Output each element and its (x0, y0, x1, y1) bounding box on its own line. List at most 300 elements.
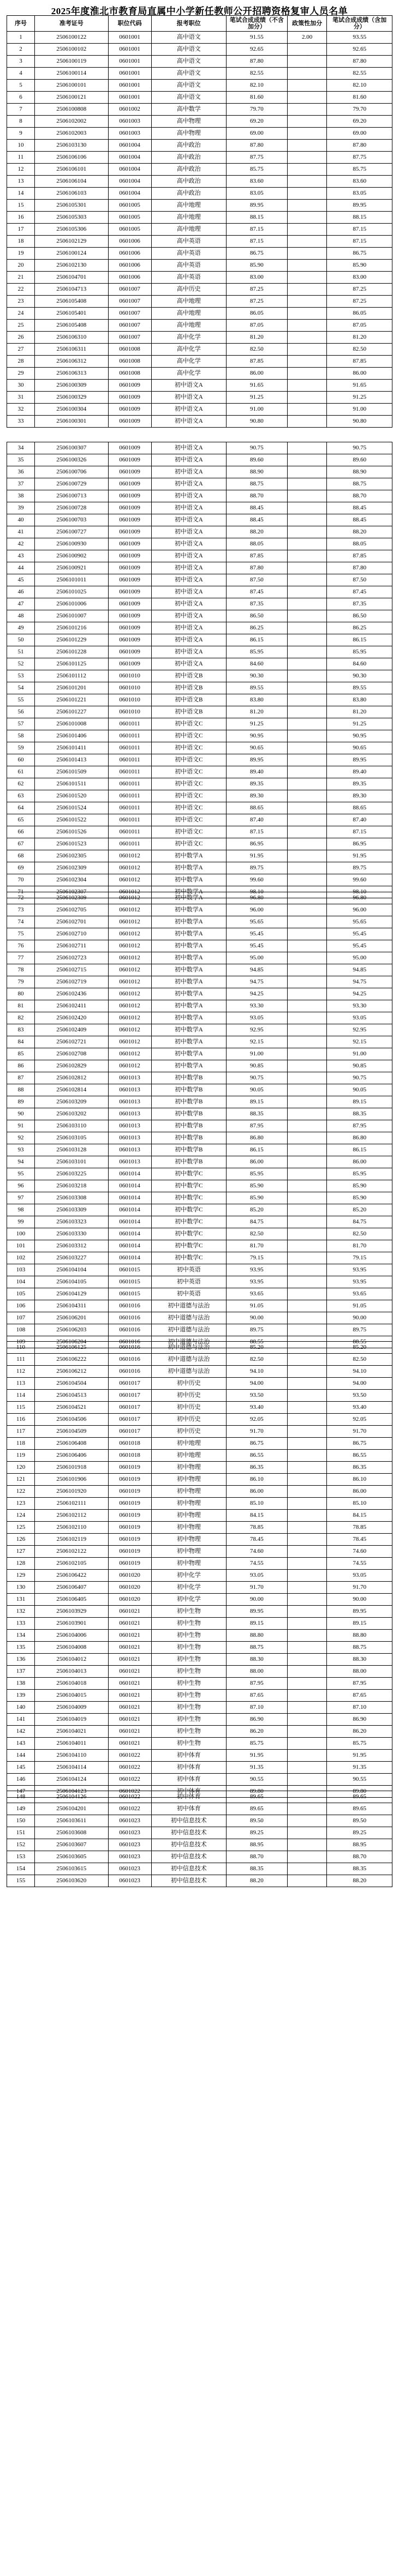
table-row (7, 1815, 392, 1827)
table-cell (287, 1534, 327, 1546)
table-cell: 2506106310 (34, 332, 108, 344)
table-cell: 89.95 (327, 1606, 392, 1618)
table-cell: 88.00 (327, 1666, 392, 1678)
table-cell: 128 (7, 1558, 35, 1570)
table-cell (287, 1240, 327, 1252)
table-cell: 85.75 (327, 1738, 392, 1750)
table-cell: 91.70 (327, 1426, 392, 1438)
table-row (7, 320, 392, 332)
table-cell: 初中数学B (151, 1156, 226, 1168)
table-cell: 22 (7, 284, 35, 296)
table-cell: 2506100703 (34, 514, 108, 526)
table-cell: 0601022 (108, 1774, 151, 1786)
candidate-table (7, 1341, 392, 1798)
table-cell: 79.70 (327, 104, 392, 116)
table-cell: 110 (7, 1342, 35, 1354)
table-cell (287, 802, 327, 814)
table-row (7, 1462, 392, 1474)
table-cell: 93.40 (226, 1402, 287, 1414)
table-cell: 88.20 (327, 526, 392, 538)
table-cell: 37 (7, 478, 35, 490)
table-row (7, 392, 392, 404)
table-cell: 2506100902 (34, 550, 108, 562)
table-row (7, 1000, 392, 1012)
table-cell (287, 1666, 327, 1678)
table-cell: 87.15 (327, 236, 392, 248)
table-cell: 98.10 (226, 886, 287, 898)
table-cell: 0601010 (108, 670, 151, 682)
table-cell: 64 (7, 802, 35, 814)
table-cell: 0601022 (108, 1803, 151, 1815)
table-cell: 2506101524 (34, 802, 108, 814)
table-cell: 89 (7, 1096, 35, 1108)
table-cell: 88.75 (226, 1642, 287, 1654)
table-row (7, 646, 392, 658)
table-cell: 88.95 (226, 1839, 287, 1851)
table-cell: 高中英语 (151, 272, 226, 284)
table-cell: 初中生物 (151, 1738, 226, 1750)
table-cell: 0601017 (108, 1390, 151, 1402)
table-cell: 85.20 (226, 1204, 287, 1216)
table-cell: 0601013 (108, 1096, 151, 1108)
table-cell: 初中化学 (151, 1582, 226, 1594)
table-cell: 0601017 (108, 1402, 151, 1414)
table-cell: 0601006 (108, 248, 151, 260)
table-cell: 96.00 (226, 904, 287, 916)
table-cell: 0601012 (108, 1012, 151, 1024)
table-cell: 84.15 (226, 1510, 287, 1522)
table-cell: 25 (7, 320, 35, 332)
table-cell: 33 (7, 416, 35, 428)
table-cell: 2506102814 (34, 1084, 108, 1096)
sheet-5 (7, 1791, 392, 1887)
table-cell: 0601012 (108, 952, 151, 964)
table-cell: 初中生物 (151, 1714, 226, 1726)
table-cell: 2506103227 (34, 1252, 108, 1264)
table-cell: 114 (7, 1390, 35, 1402)
table-cell (287, 1546, 327, 1558)
table-cell: 92.05 (327, 1414, 392, 1426)
table-cell: 87.35 (327, 598, 392, 610)
table-cell: 2506105301 (34, 200, 108, 212)
table-cell: 87.10 (226, 1702, 287, 1714)
table-cell (287, 392, 327, 404)
column-header: 报考职位 (151, 16, 226, 32)
table-cell: 0601023 (108, 1875, 151, 1887)
table-cell: 0601009 (108, 586, 151, 598)
table-cell: 154 (7, 1863, 35, 1875)
table-cell: 89.30 (327, 790, 392, 802)
table-cell: 13 (7, 176, 35, 188)
table-cell: 0601007 (108, 332, 151, 344)
table-cell: 91.25 (327, 392, 392, 404)
table-cell: 2506104123 (34, 1786, 108, 1798)
table-cell: 0601012 (108, 976, 151, 988)
table-cell: 149 (7, 1803, 35, 1815)
table-cell: 94.75 (226, 976, 287, 988)
table-cell: 2506104311 (34, 1300, 108, 1312)
table-cell: 86.00 (327, 368, 392, 380)
table-row (7, 1144, 392, 1156)
table-cell (287, 1012, 327, 1024)
table-cell: 125 (7, 1522, 35, 1534)
table-cell: 0601012 (108, 886, 151, 898)
table-cell: 2506100121 (34, 92, 108, 104)
table-cell: 0601021 (108, 1630, 151, 1642)
table-cell (287, 1678, 327, 1690)
table-cell: 2506104521 (34, 1402, 108, 1414)
table-cell: 86.00 (226, 1156, 287, 1168)
table-cell: 86.25 (226, 622, 287, 634)
table-cell (287, 826, 327, 838)
table-row (7, 1156, 392, 1168)
table-cell: 94.25 (327, 988, 392, 1000)
table-cell: 0601021 (108, 1642, 151, 1654)
table-cell: 初中数学A (151, 886, 226, 898)
table-cell: 101 (7, 1240, 35, 1252)
table-cell: 67 (7, 838, 35, 850)
table-row (7, 670, 392, 682)
table-cell: 83.05 (226, 188, 287, 200)
table-cell: 86.90 (327, 1714, 392, 1726)
table-cell (287, 1084, 327, 1096)
table-cell: 初中语文A (151, 490, 226, 502)
table-cell: 88.80 (226, 1630, 287, 1642)
table-cell: 2506102829 (34, 1060, 108, 1072)
table-cell (287, 1096, 327, 1108)
table-cell: 50 (7, 634, 35, 646)
table-cell: 89.15 (226, 1096, 287, 1108)
table-cell: 0601001 (108, 56, 151, 68)
table-cell (287, 538, 327, 550)
table-cell: 34 (7, 442, 35, 454)
table-row (7, 1791, 392, 1803)
table-row (7, 1762, 392, 1774)
table-cell: 89.65 (327, 1791, 392, 1803)
table-cell: 2506106405 (34, 1594, 108, 1606)
table-cell: 0601009 (108, 514, 151, 526)
table-cell: 88.35 (226, 1863, 287, 1875)
table-cell: 2506102705 (34, 904, 108, 916)
table-cell: 初中数学A (151, 928, 226, 940)
table-row (7, 140, 392, 152)
table-cell: 2506102003 (34, 128, 108, 140)
table-cell (287, 1750, 327, 1762)
table-cell (287, 976, 327, 988)
table-row (7, 730, 392, 742)
table-row (7, 1084, 392, 1096)
table-cell: 90.80 (327, 416, 392, 428)
table-cell: 86.35 (226, 1462, 287, 1474)
table-cell: 77 (7, 952, 35, 964)
table-cell: 0601014 (108, 1228, 151, 1240)
table-row (7, 754, 392, 766)
table-row (7, 284, 392, 296)
table-cell: 0601009 (108, 526, 151, 538)
table-cell: 2506104506 (34, 1414, 108, 1426)
table-cell: 2506106104 (34, 176, 108, 188)
table-cell (287, 1144, 327, 1156)
table-row (7, 68, 392, 80)
table-cell: 初中生物 (151, 1726, 226, 1738)
table-cell: 2506102812 (34, 1072, 108, 1084)
table-cell: 89.30 (226, 790, 287, 802)
table-cell: 0601014 (108, 1168, 151, 1180)
table-row (7, 1558, 392, 1570)
table-cell: 82.50 (226, 1228, 287, 1240)
table-cell: 92.05 (226, 1414, 287, 1426)
table-row (7, 1390, 392, 1402)
table-cell: 74.55 (327, 1558, 392, 1570)
table-cell: 初中数学C (151, 1192, 226, 1204)
table-cell: 74.60 (226, 1546, 287, 1558)
table-row (7, 212, 392, 224)
table-cell: 0601016 (108, 1336, 151, 1348)
table-cell: 2506101229 (34, 634, 108, 646)
table-cell: 2506105408 (34, 296, 108, 308)
table-cell: 88.95 (327, 1839, 392, 1851)
table-cell: 85.90 (226, 1192, 287, 1204)
table-cell: 60 (7, 754, 35, 766)
table-cell: 86.15 (327, 634, 392, 646)
table-cell: 初中道德与法治 (151, 1336, 226, 1348)
table-cell (287, 850, 327, 862)
table-cell: 初中数学C (151, 1216, 226, 1228)
table-cell: 2506104513 (34, 1390, 108, 1402)
table-cell (287, 368, 327, 380)
table-cell: 初中语文A (151, 574, 226, 586)
table-cell (287, 1851, 327, 1863)
table-row (7, 1678, 392, 1690)
table-cell: 2506104509 (34, 1426, 108, 1438)
table-cell: 初中数学A (151, 1000, 226, 1012)
table-cell: 59 (7, 742, 35, 754)
table-cell: 41 (7, 526, 35, 538)
table-row (7, 1300, 392, 1312)
table-cell: 初中信息技术 (151, 1851, 226, 1863)
table-cell: 初中数学B (151, 1072, 226, 1084)
table-cell (287, 104, 327, 116)
table-cell: 78.85 (327, 1522, 392, 1534)
table-cell: 2506104006 (34, 1630, 108, 1642)
table-cell (287, 1324, 327, 1336)
table-cell (287, 308, 327, 320)
table-cell: 14 (7, 188, 35, 200)
table-cell: 0601022 (108, 1750, 151, 1762)
table-cell: 86.20 (327, 1726, 392, 1738)
table-cell: 初中体育 (151, 1762, 226, 1774)
table-cell (287, 988, 327, 1000)
table-cell: 81.60 (327, 92, 392, 104)
table-cell: 17 (7, 224, 35, 236)
table-cell: 0601014 (108, 1204, 151, 1216)
table-cell: 初中语文A (151, 404, 226, 416)
table-cell: 94 (7, 1156, 35, 1168)
table-cell: 0601012 (108, 928, 151, 940)
table-row (7, 1366, 392, 1378)
table-cell: 52 (7, 658, 35, 670)
sheet-4 (7, 1341, 392, 1798)
table-cell: 57 (7, 718, 35, 730)
table-cell: 90.00 (226, 1312, 287, 1324)
page-title: 2025年度淮北市教育局直属中小学新任教师公开招聘资格复审人员名单 (51, 6, 348, 16)
table-cell: 初中数学C (151, 1228, 226, 1240)
table-cell: 0601001 (108, 44, 151, 56)
table-cell: 88.35 (327, 1108, 392, 1120)
table-cell (287, 1690, 327, 1702)
table-cell: 0601012 (108, 916, 151, 928)
table-cell: 2506105401 (34, 308, 108, 320)
table-cell: 90.65 (226, 742, 287, 754)
table-cell: 2 (7, 44, 35, 56)
table-cell: 初中语文B (151, 706, 226, 718)
table-cell: 87.45 (226, 586, 287, 598)
table-cell: 90.30 (226, 670, 287, 682)
table-cell: 46 (7, 586, 35, 598)
table-cell: 90.00 (327, 1312, 392, 1324)
table-cell: 初中数学C (151, 1240, 226, 1252)
table-cell: 2506103218 (34, 1180, 108, 1192)
table-cell: 高中政治 (151, 140, 226, 152)
table-cell: 84.60 (226, 658, 287, 670)
table-cell: 90.05 (226, 1084, 287, 1096)
table-cell: 86.05 (226, 308, 287, 320)
table-row (7, 790, 392, 802)
table-cell: 91.25 (226, 718, 287, 730)
table-cell: 0601016 (108, 1312, 151, 1324)
table-cell: 初中数学A (151, 1060, 226, 1072)
table-row (7, 634, 392, 646)
table-cell: 2506103110 (34, 1120, 108, 1132)
table-cell: 16 (7, 212, 35, 224)
table-cell: 高中政治 (151, 152, 226, 164)
table-cell (287, 586, 327, 598)
table-row (7, 80, 392, 92)
table-row (7, 1618, 392, 1630)
table-cell: 87.75 (327, 152, 392, 164)
table-cell: 90.95 (226, 730, 287, 742)
table-cell: 2506102309 (34, 862, 108, 874)
table-cell: 初中生物 (151, 1606, 226, 1618)
table-cell: 2506102129 (34, 236, 108, 248)
table-row (7, 1048, 392, 1060)
table-cell: 0601010 (108, 682, 151, 694)
table-cell: 2506103607 (34, 1839, 108, 1851)
table-row (7, 928, 392, 940)
table-cell: 2506104019 (34, 1714, 108, 1726)
table-cell: 0601012 (108, 988, 151, 1000)
table-cell: 87.75 (226, 152, 287, 164)
table-cell: 87.45 (327, 586, 392, 598)
table-cell: 84.75 (226, 1216, 287, 1228)
table-cell (287, 1642, 327, 1654)
table-cell: 初中语文A (151, 586, 226, 598)
table-cell: 84.15 (327, 1510, 392, 1522)
table-cell: 2506102304 (34, 874, 108, 886)
table-row (7, 1546, 392, 1558)
table-cell: 0601008 (108, 368, 151, 380)
table-row (7, 1630, 392, 1642)
table-cell: 87.80 (226, 56, 287, 68)
table-cell: 92.15 (226, 1036, 287, 1048)
table-cell: 12 (7, 164, 35, 176)
table-cell: 0601001 (108, 92, 151, 104)
table-cell: 2506101201 (34, 682, 108, 694)
table-cell: 0601011 (108, 754, 151, 766)
table-cell (287, 188, 327, 200)
table-cell: 2506102721 (34, 1036, 108, 1048)
table-cell (287, 940, 327, 952)
table-cell: 0601011 (108, 838, 151, 850)
table-cell: 高中语文 (151, 80, 226, 92)
table-cell: 2506100304 (34, 404, 108, 416)
table-row (7, 56, 392, 68)
table-cell: 初中数学C (151, 1168, 226, 1180)
table-row (7, 1594, 392, 1606)
table-cell: 95.45 (327, 940, 392, 952)
table-cell (287, 212, 327, 224)
table-cell: 0601022 (108, 1762, 151, 1774)
table-cell (287, 916, 327, 928)
table-cell: 78 (7, 964, 35, 976)
table-cell: 0601017 (108, 1414, 151, 1426)
table-cell: 0601013 (108, 1072, 151, 1084)
table-cell: 86.00 (327, 1486, 392, 1498)
table-cell: 85.90 (226, 1180, 287, 1192)
table-cell: 89.75 (327, 862, 392, 874)
table-cell: 84.60 (327, 658, 392, 670)
table-cell: 88.20 (327, 1875, 392, 1887)
table-cell: 93.05 (226, 1570, 287, 1582)
table-cell: 0601001 (108, 32, 151, 44)
table-cell: 0601023 (108, 1863, 151, 1875)
table-cell: 85.90 (226, 260, 287, 272)
table-cell (287, 80, 327, 92)
table-cell: 2506101011 (34, 574, 108, 586)
table-cell: 90.55 (327, 1774, 392, 1786)
table-cell: 初中语文A (151, 658, 226, 670)
table-cell (287, 380, 327, 392)
table-row (7, 838, 392, 850)
table-cell (287, 176, 327, 188)
table-cell: 140 (7, 1702, 35, 1714)
table-cell: 38 (7, 490, 35, 502)
table-cell: 2506102307 (34, 886, 108, 898)
table-cell (287, 404, 327, 416)
table-cell: 94.00 (226, 1378, 287, 1390)
table-cell: 2506100921 (34, 562, 108, 574)
table-cell: 2506100114 (34, 68, 108, 80)
table-cell: 7 (7, 104, 35, 116)
table-cell: 136 (7, 1654, 35, 1666)
table-cell: 151 (7, 1827, 35, 1839)
table-cell: 90.85 (226, 1060, 287, 1072)
table-cell: 71 (7, 886, 35, 898)
table-cell: 2506104021 (34, 1726, 108, 1738)
table-cell: 86.20 (226, 1726, 287, 1738)
table-cell: 89.55 (327, 682, 392, 694)
table-cell: 86.00 (226, 368, 287, 380)
table-cell: 2506102119 (34, 1534, 108, 1546)
table-row (7, 586, 392, 598)
table-cell: 2506105303 (34, 212, 108, 224)
table-cell: 53 (7, 670, 35, 682)
table-cell: 89.95 (226, 200, 287, 212)
table-cell (287, 1522, 327, 1534)
table-cell (287, 1875, 327, 1887)
table-cell: 120 (7, 1462, 35, 1474)
table-cell: 26 (7, 332, 35, 344)
